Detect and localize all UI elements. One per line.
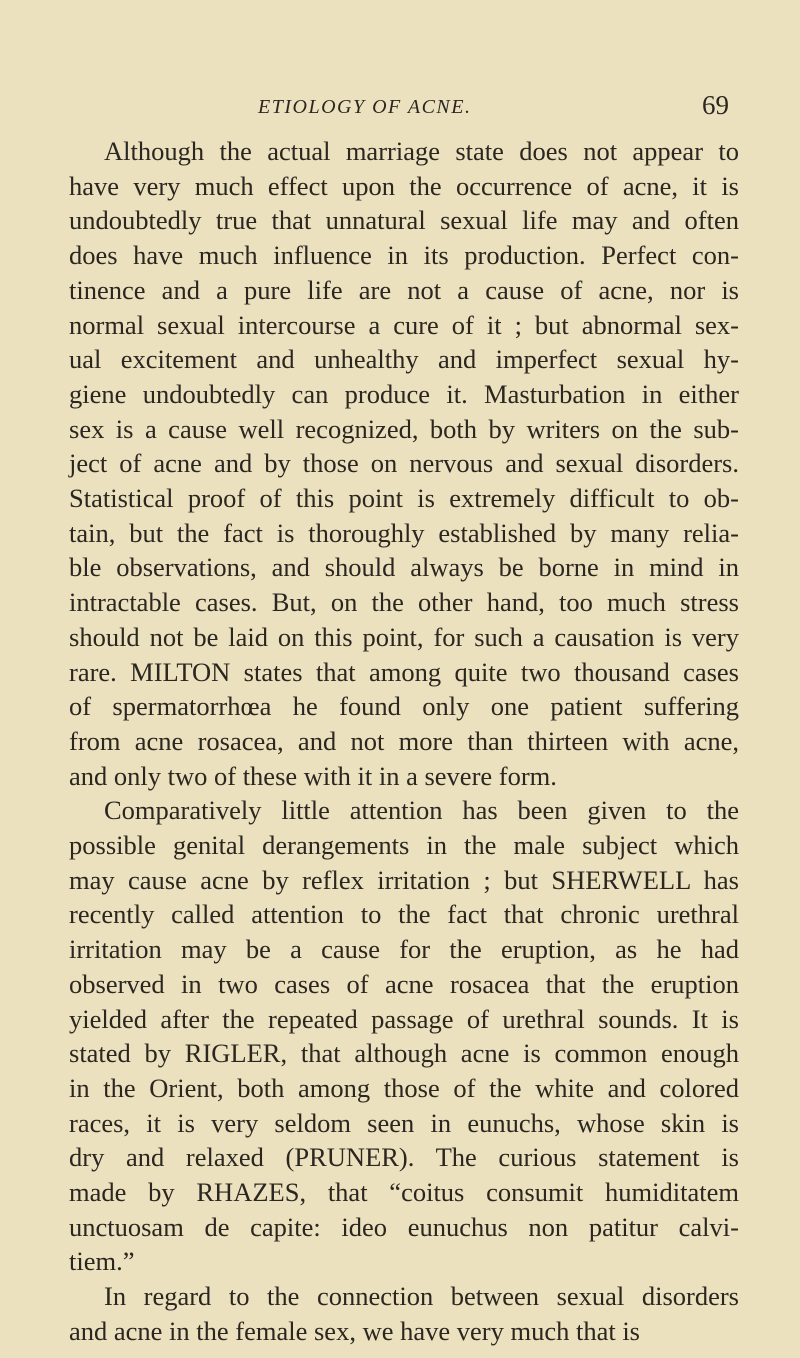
text-line: irritation may be a cause for the eruption, as he had (69, 934, 739, 964)
text-line: giene undoubtedly can produce it. Masturbation in either (69, 379, 739, 409)
text-line: made by RHAZES, that “coitus consumit humiditatem (69, 1177, 739, 1207)
text-line: stated by RIGLER, that although acne is common enough (69, 1038, 739, 1068)
text-line: does have much influence in its production. Perfect con- (69, 240, 739, 270)
text-line: in the Orient, both among those of the white and colored (69, 1073, 739, 1103)
text-line: tain, but the fact is thoroughly established by many relia- (69, 518, 739, 548)
text-line: and only two of these with it in a severe form. (69, 761, 557, 791)
running-header (0, 88, 800, 128)
text-line: possible genital derangements in the male subject which (69, 830, 739, 860)
text-line: recently called attention to the fact that chronic urethral (69, 899, 739, 929)
text-line: races, it is very seldom seen in eunuchs, whose skin is (69, 1108, 739, 1138)
text-line: observed in two cases of acne rosacea that the eruption (69, 969, 739, 999)
text-line: ject of acne and by those on nervous and sexual disorders. (69, 448, 739, 478)
text-line: ble observations, and should always be borne in mind in (69, 552, 739, 582)
page-number: 69 (702, 90, 729, 120)
text-line: should not be laid on this point, for such a causation is very (69, 622, 739, 652)
text-line: normal sexual intercourse a cure of it ; but abnormal sex- (69, 310, 739, 340)
text-line: and acne in the female sex, we have very much that is (69, 1316, 640, 1346)
text-line: dry and relaxed (PRUNER). The curious statement is (69, 1142, 739, 1172)
text-line: Although the actual marriage state does not appear to (104, 136, 739, 166)
text-line: sex is a cause well recognized, both by writers on the sub- (69, 414, 739, 444)
text-line: of spermatorrhœa he found only one patient suffering (69, 691, 739, 721)
text-line: ual excitement and unhealthy and imperfect sexual hy- (69, 344, 739, 374)
text-line: intractable cases. But, on the other hand, too much stress (69, 587, 739, 617)
running-title: ETIOLOGY OF ACNE. (258, 96, 472, 118)
text-line: In regard to the connection between sexual disorders (104, 1281, 739, 1311)
text-line: tiem.” (69, 1246, 135, 1276)
text-line: tinence and a pure life are not a cause of acne, nor is (69, 275, 739, 305)
text-line: undoubtedly true that unnatural sexual life may and often (69, 205, 739, 235)
text-line: Comparatively little attention has been given to the (104, 795, 739, 825)
text-line: yielded after the repeated passage of urethral sounds. It is (69, 1004, 739, 1034)
text-line: from acne rosacea, and not more than thirteen with acne, (69, 726, 739, 756)
text-line: have very much effect upon the occurrence of acne, it is (69, 171, 739, 201)
text-line: unctuosam de capite: ideo eunuchus non patitur calvi- (69, 1212, 739, 1242)
text-line: may cause acne by reflex irritation ; but SHERWELL has (69, 865, 739, 895)
text-line: Statistical proof of this point is extremely difficult to ob- (69, 483, 739, 513)
text-line: rare. MILTON states that among quite two thousand cases (69, 657, 739, 687)
